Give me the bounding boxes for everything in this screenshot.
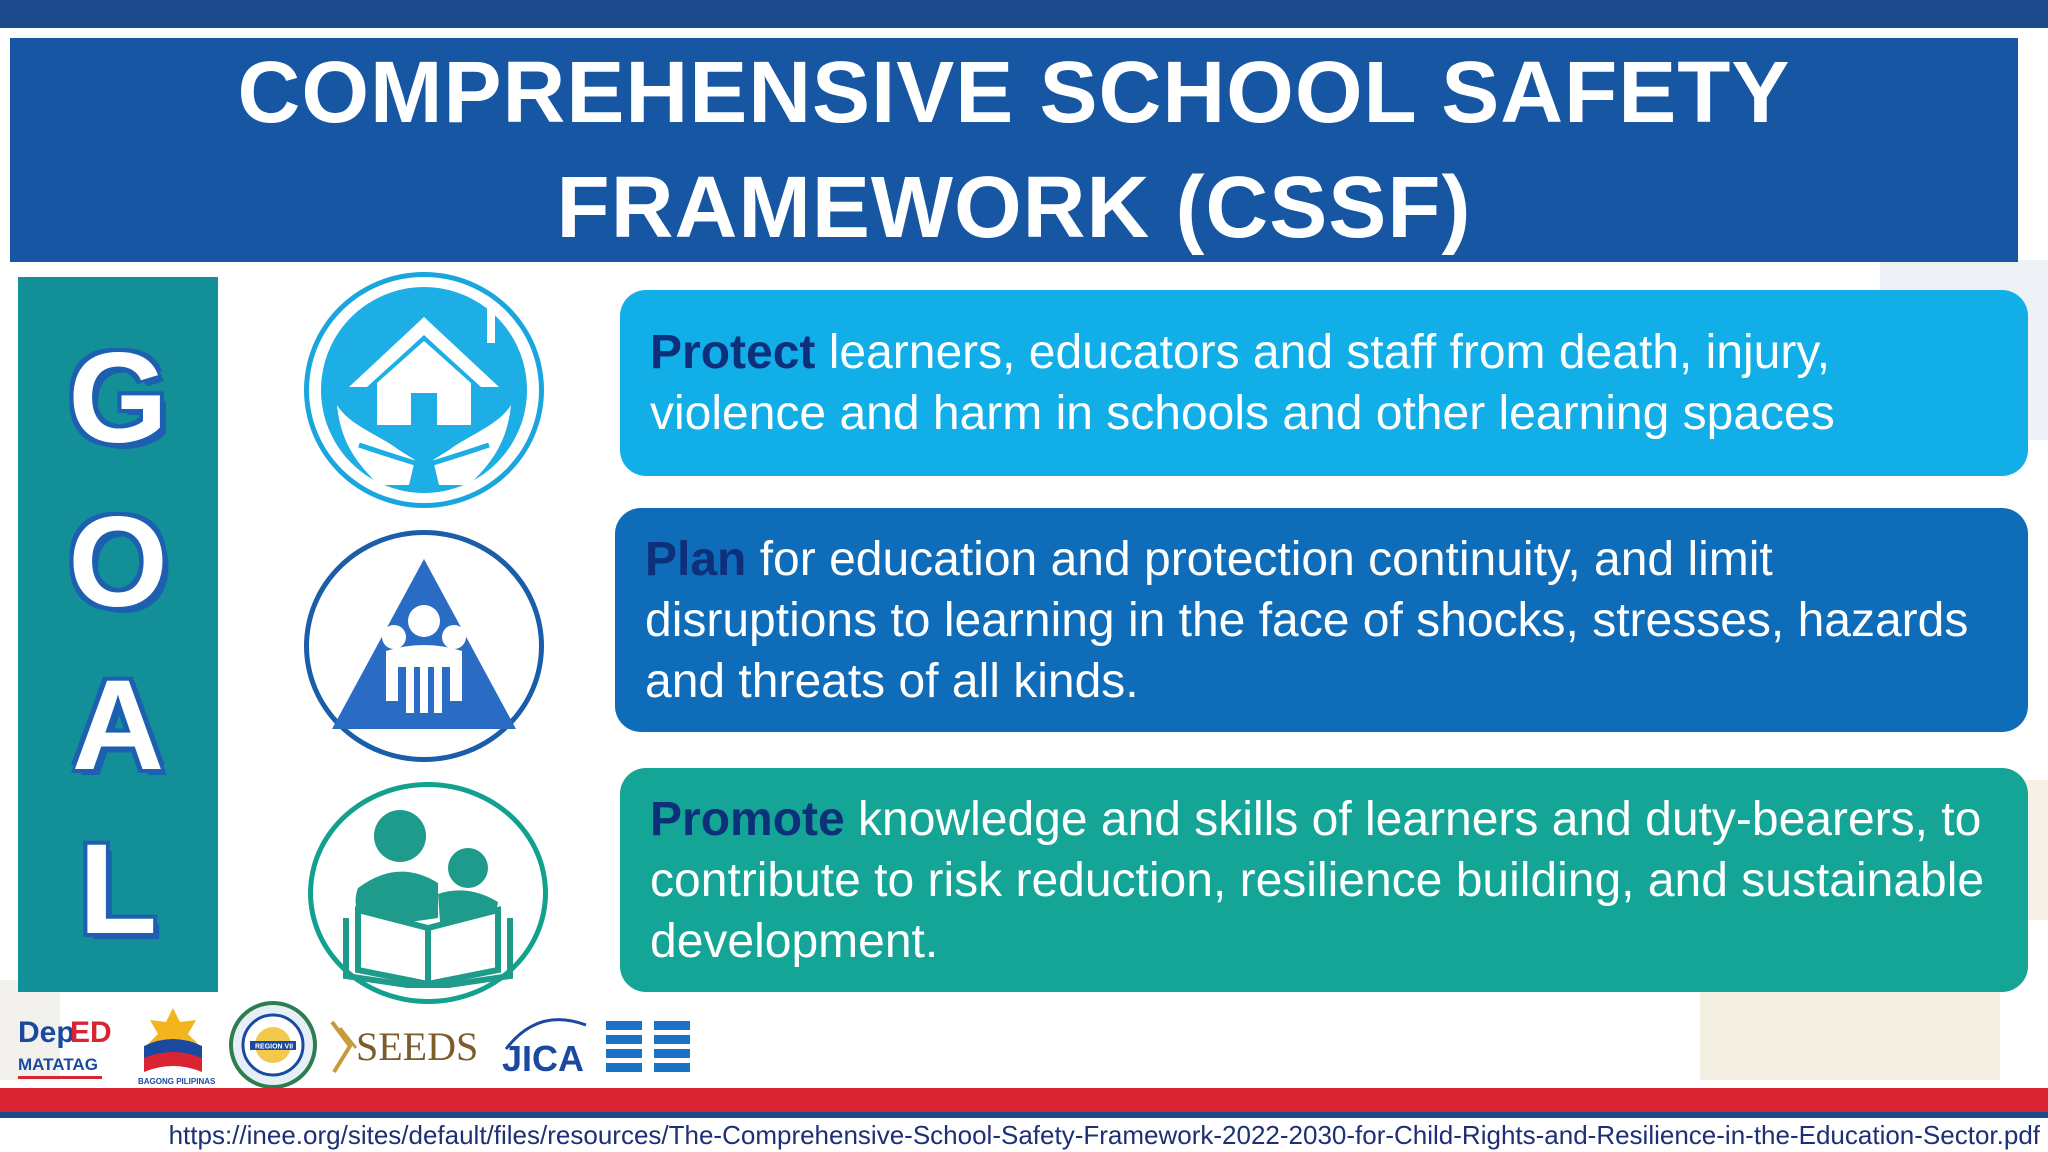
region-vii-seal — [228, 1000, 318, 1090]
svg-text:BAGONG PILIPINAS: BAGONG PILIPINAS — [138, 1077, 216, 1086]
deped-matatag-logo — [14, 1002, 114, 1088]
partner-logo — [606, 1017, 690, 1073]
svg-text:SEEDS: SEEDS — [356, 1024, 479, 1069]
jica-logo — [498, 1005, 594, 1085]
seeds-logo — [326, 1010, 494, 1080]
svg-text:MATATAG: MATATAG — [18, 1055, 98, 1074]
house-in-hands-icon — [304, 272, 544, 508]
page-title — [238, 35, 1791, 265]
goal-letter-a: A — [71, 654, 165, 798]
goal-keyword: Promote — [650, 792, 845, 846]
goal-description: for education and protection continuity, and limit disruptions to learning in the face of shocks, stresses, hazards and threats of all kinds. — [645, 532, 1969, 708]
goal-card-protect — [620, 290, 2028, 476]
title-line-1: COMPREHENSIVE SCHOOL SAFETY — [237, 44, 1791, 141]
people-in-triangle-icon — [304, 530, 544, 762]
goal-card-plan — [615, 508, 2028, 732]
reading-learners-icon — [308, 782, 548, 1004]
goal-card-promote — [620, 768, 2028, 992]
svg-text:ED: ED — [70, 1016, 112, 1049]
goal-keyword: Protect — [650, 326, 816, 379]
svg-text:Dep: Dep — [18, 1016, 75, 1049]
goal-letter-g: G — [68, 326, 168, 470]
goal-description: knowledge and skills of learners and duty-bearers, to contribute to risk reduction, resilience building, and sustainable development. — [650, 792, 1985, 968]
goal-card-text — [645, 529, 1998, 712]
title-line-2: FRAMEWORK (CSSF) — [556, 159, 1472, 256]
goal-card-text — [650, 322, 1998, 444]
goal-description: learners, educators and staff from death, injury, violence and harm in schools and other learning spaces — [650, 326, 1835, 440]
footer-red-strip — [0, 1088, 2048, 1112]
partner-logos — [14, 1000, 690, 1090]
goal-vertical-label — [18, 277, 218, 992]
goal-letter-o: O — [68, 490, 168, 634]
top-strip — [0, 0, 2048, 28]
goal-card-text — [650, 789, 1998, 972]
svg-text:JICA: JICA — [502, 1038, 585, 1079]
goal-keyword: Plan — [645, 532, 747, 586]
svg-text:REGION VII: REGION VII — [255, 1043, 294, 1051]
source-url[interactable]: https://inee.org/sites/default/files/resources/The-Comprehensive-School-Safety-Framework-2022-2030-for-Child-Rights-and-Resilience-in-the-Education-Sector.pdf — [168, 1120, 2040, 1150]
bagong-pilipinas-logo — [130, 1002, 216, 1088]
title-banner — [10, 38, 2018, 262]
goal-letter-l: L — [78, 818, 158, 962]
